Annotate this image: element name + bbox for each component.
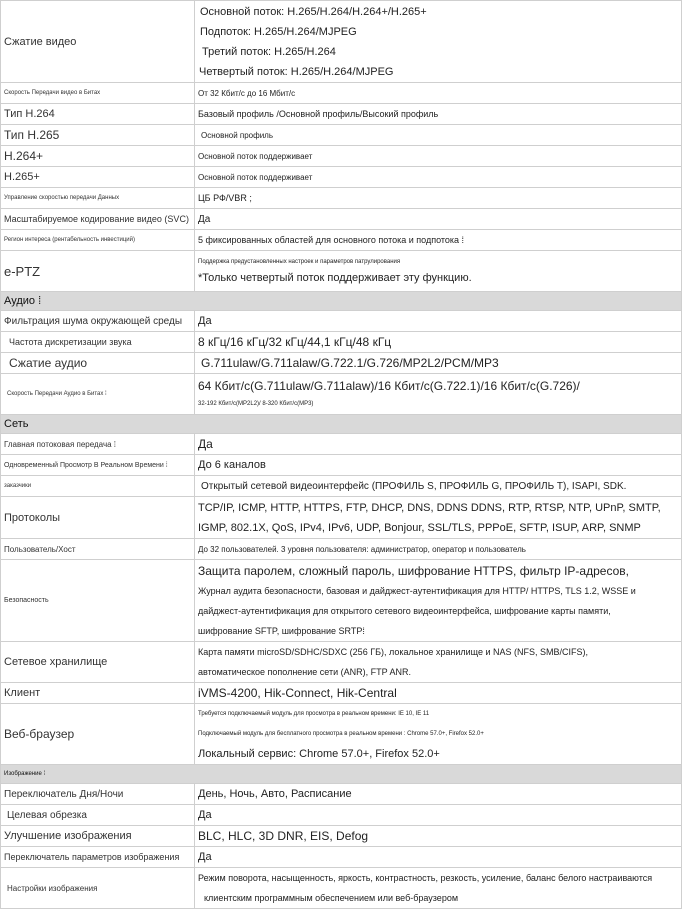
row-value: ЦБ РФ/VBR ;: [195, 188, 682, 209]
row-label: Тип H.265: [1, 125, 195, 146]
row-value: До 6 каналов: [195, 455, 682, 476]
row-label: Регион интереса (рентабельность инвестиций): [1, 230, 195, 251]
row-param-switch: [1, 847, 682, 868]
row-simultaneous-view: [1, 455, 682, 476]
row-value: Да: [195, 311, 682, 332]
row-audio-bitrate: [1, 374, 682, 415]
value-line: Основной поток: H.265/H.264/H.264+/H.265+: [200, 5, 427, 18]
row-value: [195, 704, 682, 765]
row-roi: [1, 230, 682, 251]
row-h264-type: [1, 104, 682, 125]
section-network: [1, 415, 682, 434]
row-value: Да: [195, 209, 682, 230]
row-value: Основной поток поддерживает: [195, 167, 682, 188]
row-label: заказчики: [1, 476, 195, 497]
row-security: [1, 560, 682, 642]
row-label: Сжатие видео: [1, 1, 195, 83]
row-bitrate-control: [1, 188, 682, 209]
value-line: Подключаемый модуль для бесплатного просмотра в реальном времени : Chrome 57.0+, Firefox 52.0+: [198, 731, 484, 737]
row-label: Клиент: [1, 683, 195, 704]
value-line: клиентским программным обеспечением или веб-браузером: [204, 893, 459, 903]
row-value: [195, 868, 682, 909]
row-value: Да: [195, 805, 682, 826]
row-audio-compression: [1, 353, 682, 374]
row-crop: [1, 805, 682, 826]
row-h265plus: [1, 167, 682, 188]
row-label: Улучшение изображения: [1, 826, 195, 847]
value-line: шифрование SFTP, шифрование SRTP⁞: [198, 625, 365, 636]
row-label: Безопасность: [1, 560, 195, 642]
value-line: 32-192 Кбит/с(MP2L2)/ 8-320 Кбит/с(MP3): [198, 401, 314, 407]
row-value: iVMS-4200, Hik-Connect, Hik-Central: [195, 683, 682, 704]
row-value: BLC, HLC, 3D DNR, EIS, Defog: [195, 826, 682, 847]
row-value: День, Ночь, Авто, Расписание: [195, 784, 682, 805]
row-label: Скорость Передачи видео в Битах: [1, 83, 195, 104]
row-value: Основной профиль: [195, 125, 682, 146]
row-label: Веб-браузер: [1, 704, 195, 765]
section-image: [1, 765, 682, 784]
row-label: Целевая обрезка: [1, 805, 195, 826]
section-title: Изображение ⁞: [1, 765, 682, 784]
row-label: Главная потоковая передача ⁞: [1, 434, 195, 455]
value-line: IGMP, 802.1X, QoS, IPv4, IPv6, UDP, Bonjour, SSL/TLS, PPPoE, SFTP, ISUP, ARP, SNMP: [198, 521, 641, 534]
row-protocols: [1, 497, 682, 539]
row-label: Настройки изображения: [1, 868, 195, 909]
value-line: Карта памяти microSD/SDHC/SDXC (256 ГБ), локальное хранилище и NAS (NFS, SMB/CIFS),: [198, 647, 589, 657]
value-line: Режим поворота, насыщенность, яркость, контрастность, резкость, усиление, баланс белого настраиваются: [198, 873, 653, 883]
row-label: Одновременный Просмотр В Реальном Времени ⁞: [1, 455, 195, 476]
row-label: H.264+: [1, 146, 195, 167]
row-label: Протоколы: [1, 497, 195, 539]
value-line: *Только четвертый поток поддерживает эту функцию.: [198, 272, 472, 284]
row-value: 5 фиксированных областей для основного потока и подпотока ⁞: [195, 230, 682, 251]
row-video-bitrate: [1, 83, 682, 104]
row-value: [195, 251, 682, 292]
row-label: Частота дискретизации звука: [1, 332, 195, 353]
row-value: [195, 560, 682, 642]
row-value: [195, 497, 682, 539]
row-value: Да: [195, 847, 682, 868]
row-storage: [1, 642, 682, 683]
row-value: Основной поток поддерживает: [195, 146, 682, 167]
row-image-settings: [1, 868, 682, 909]
row-svc: [1, 209, 682, 230]
row-value: До 32 пользователей. 3 уровня пользователя: администратор, оператор и пользователь: [195, 539, 682, 560]
value-line: Поддержка предустановленных настроек и параметров патрулирования: [198, 259, 401, 265]
row-value: [195, 1, 682, 83]
row-h264plus: [1, 146, 682, 167]
row-noise-filter: [1, 311, 682, 332]
row-label: Скорость Передачи Аудио в Битах ⁞: [1, 374, 195, 415]
row-day-night: [1, 784, 682, 805]
row-label: Переключатель Дня/Ночи: [1, 784, 195, 805]
row-sampling: [1, 332, 682, 353]
row-client: [1, 683, 682, 704]
row-label: e-PTZ: [1, 251, 195, 292]
row-value: [195, 642, 682, 683]
value-line: автоматическое пополнение сети (ANR), FTP ANR.: [198, 667, 411, 677]
section-audio: [1, 292, 682, 311]
row-label: Сетевое хранилище: [1, 642, 195, 683]
value-line: Третий поток: H.265/H.264: [202, 45, 336, 58]
value-line: Локальный сервис: Chrome 57.0+, Firefox 52.0+: [198, 748, 440, 760]
row-label: Тип H.264: [1, 104, 195, 125]
row-h265-type: [1, 125, 682, 146]
row-api: [1, 476, 682, 497]
value-line: Журнал аудита безопасности, базовая и дайджест-аутентификация для HTTP/ HTTPS, TLS 1.2, WSSE и: [198, 585, 636, 596]
row-users: [1, 539, 682, 560]
row-enhancement: [1, 826, 682, 847]
row-label: Управление скоростью передачи Данных: [1, 188, 195, 209]
value-line: 64 Кбит/с(G.711ulaw/G.711alaw)/16 Кбит/с(G.722.1)/16 Кбит/с(G.726)/: [198, 379, 580, 393]
row-browser: [1, 704, 682, 765]
row-main-stream: [1, 434, 682, 455]
row-label: H.265+: [1, 167, 195, 188]
row-value: Открытый сетевой видеоинтерфейс (ПРОФИЛЬ S, ПРОФИЛЬ G, ПРОФИЛЬ T), ISAPI, SDK.: [195, 476, 682, 497]
row-label: Сжатие аудио: [1, 353, 195, 374]
row-value: Да: [195, 434, 682, 455]
value-line: Четвертый поток: H.265/H.264/MJPEG: [199, 65, 394, 78]
value-line: TCP/IP, ICMP, HTTP, HTTPS, FTP, DHCP, DNS, DDNS DDNS, RTP, RTSP, NTP, UPnP, SMTP,: [198, 501, 661, 514]
section-title: Сеть: [1, 415, 682, 434]
value-line: Защита паролем, сложный пароль, шифрование HTTPS, фильтр IP-адресов,: [198, 563, 629, 578]
row-value: Базовый профиль /Основной профиль/Высокий профиль: [195, 104, 682, 125]
row-video-compression: [1, 1, 682, 83]
row-value: От 32 Кбит/с до 16 Мбит/с: [195, 83, 682, 104]
row-eptz: [1, 251, 682, 292]
row-value: [195, 374, 682, 415]
row-label: Пользователь/Хост: [1, 539, 195, 560]
row-label: Переключатель параметров изображения: [1, 847, 195, 868]
value-line: дайджест-аутентификация для открытого сетевого видеоинтерфейса, шифрование карты памяти,: [198, 605, 611, 616]
row-value: G.711ulaw/G.711alaw/G.722.1/G.726/MP2L2/PCM/MP3: [195, 353, 682, 374]
value-line: Подпоток: H.265/H.264/MJPEG: [200, 25, 357, 38]
row-value: 8 кГц/16 кГц/32 кГц/44,1 кГц/48 кГц: [195, 332, 682, 353]
row-label: Масштабируемое кодирование видео (SVC): [1, 209, 195, 230]
row-label: Фильтрация шума окружающей среды: [1, 311, 195, 332]
section-title: Аудио ⁞: [1, 292, 682, 311]
value-line: Требуется подключаемый модуль для просмотра в реальном времени: IE 10, IE 11: [198, 711, 430, 717]
